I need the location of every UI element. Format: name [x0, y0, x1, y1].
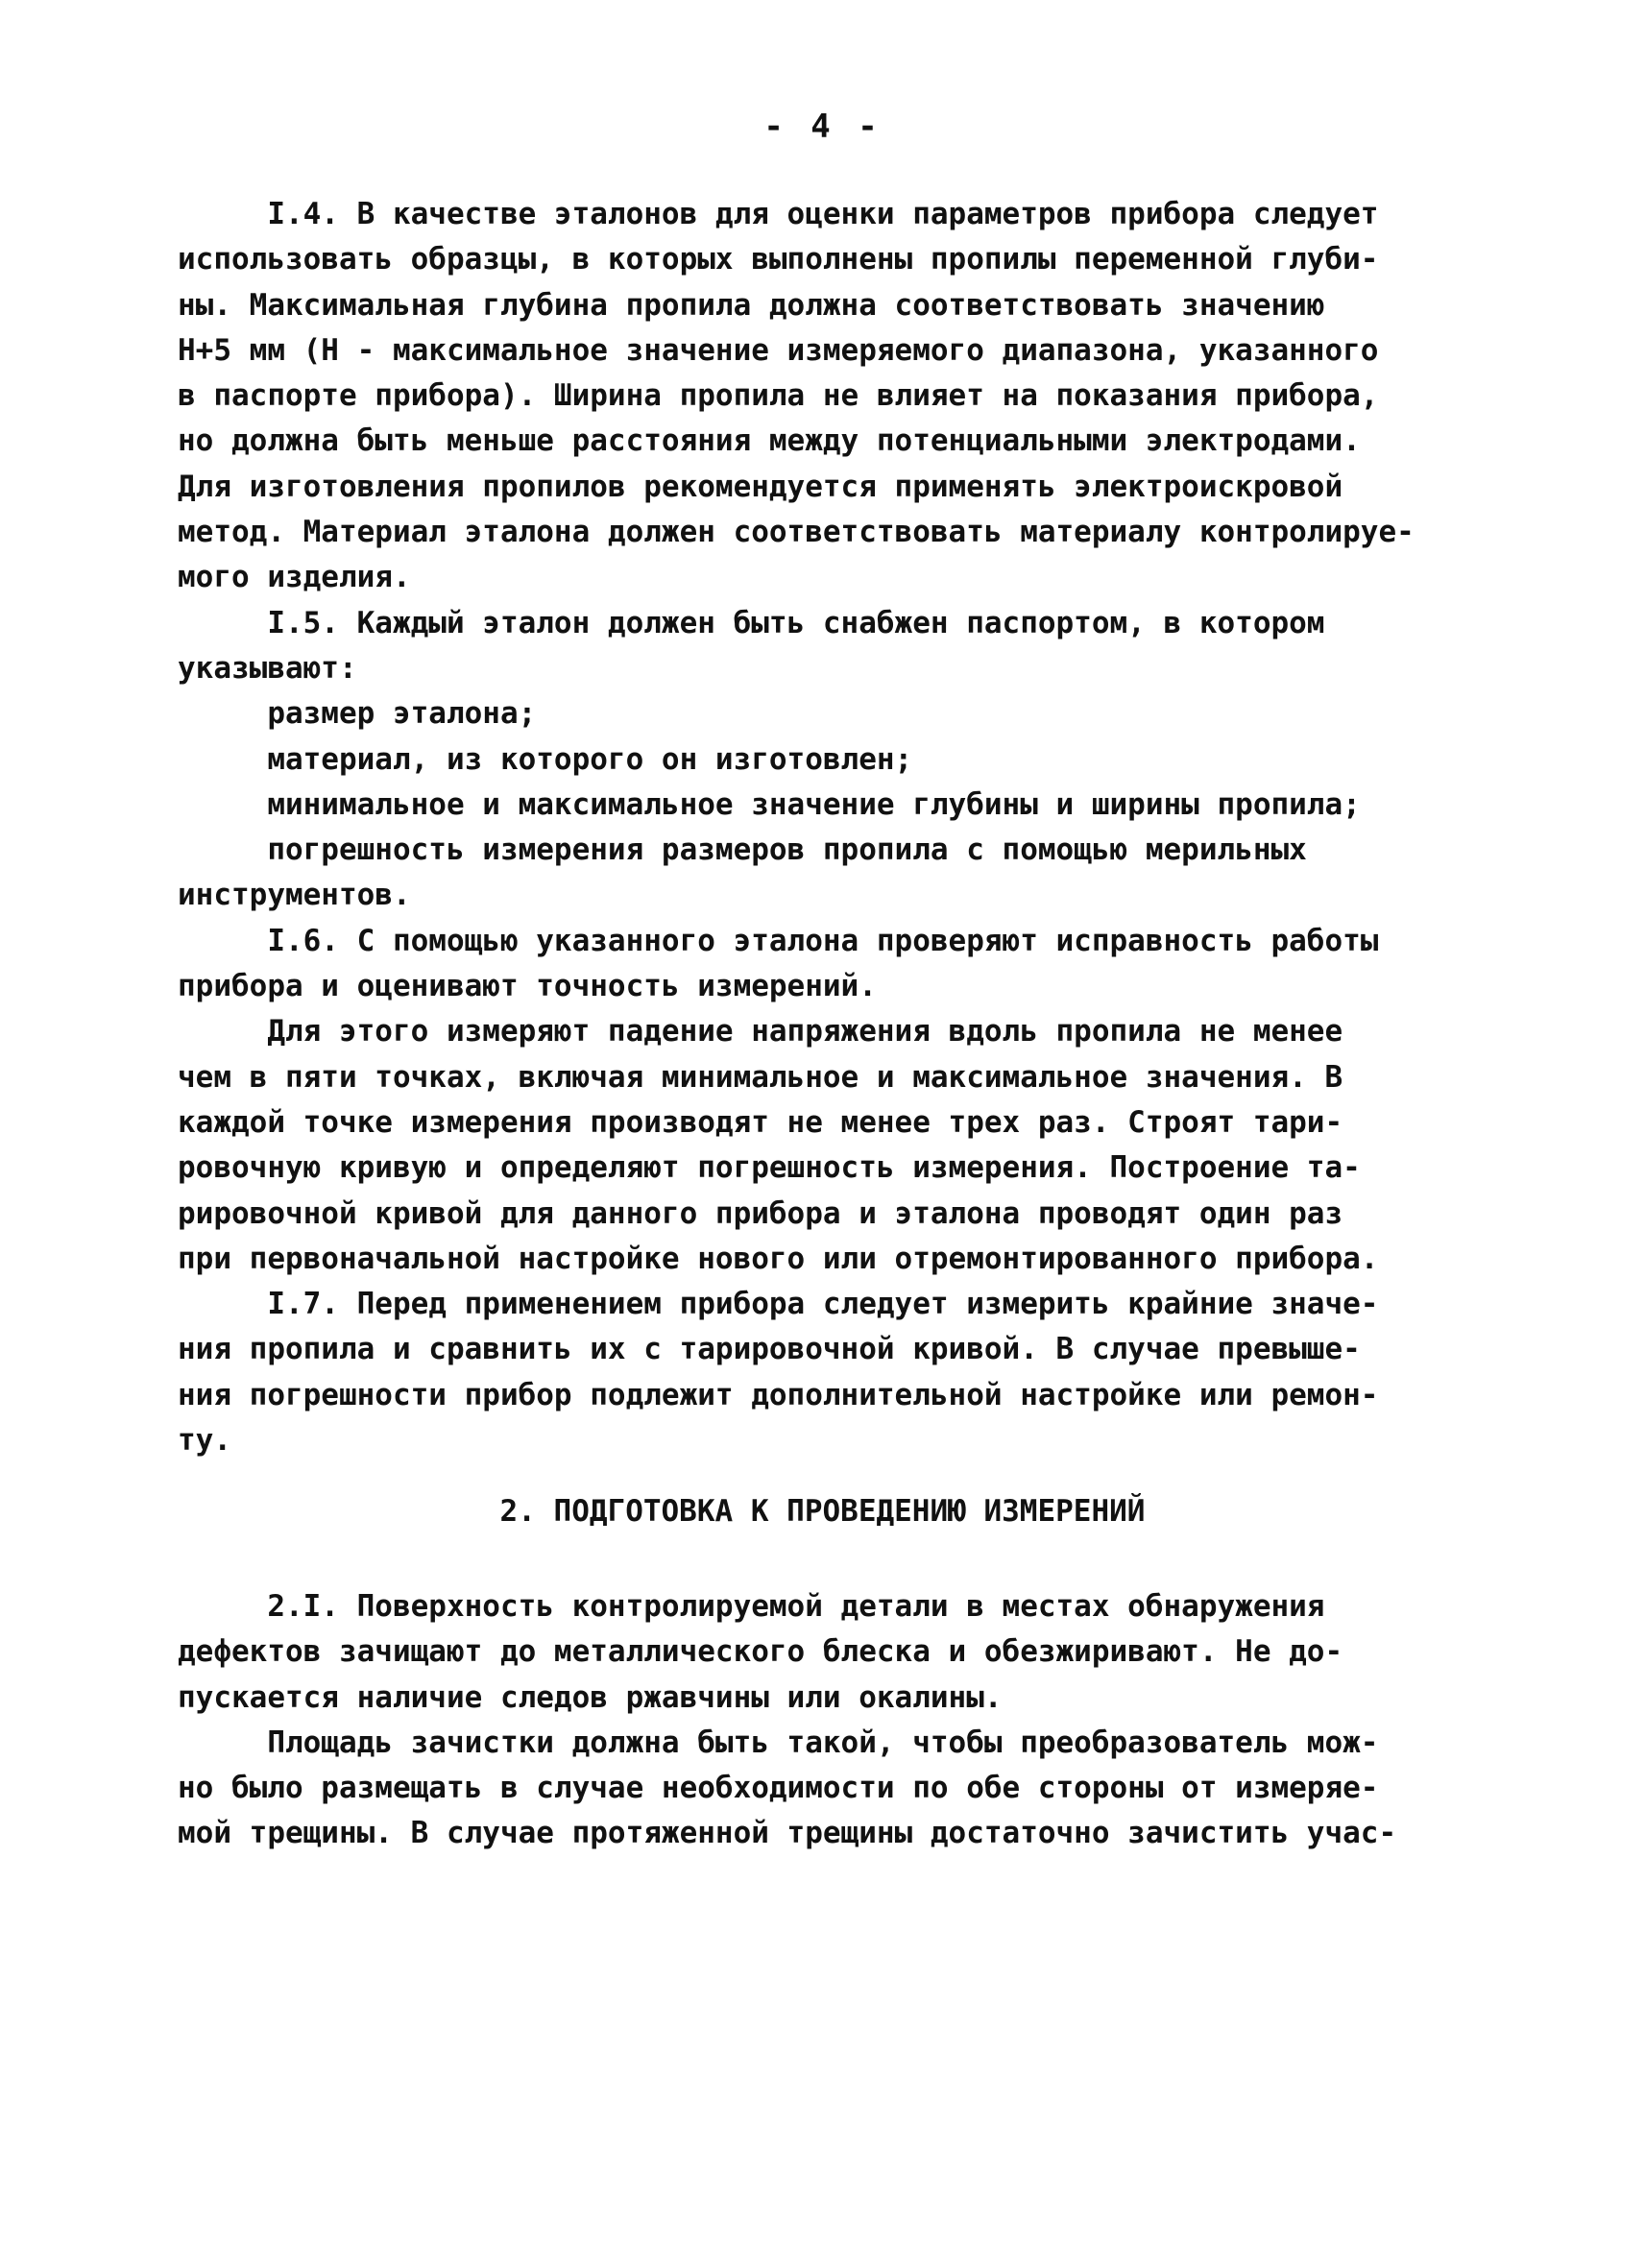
- text-line: рировочной кривой для данного прибора и эталона проводят один раз: [178, 1195, 1343, 1231]
- text-line: погрешность измерения размеров пропила с помощью мерильных: [178, 832, 1307, 868]
- text-line: мой трещины. В случае протяженной трещины достаточно зачистить учас-: [178, 1816, 1397, 1851]
- text-line: ния погрешности прибор подлежит дополнительной настройке или ремон-: [178, 1377, 1379, 1412]
- text-line: Для этого измеряют падение напряжения вдоль пропила не менее: [178, 1014, 1343, 1050]
- text-line: в паспорте прибора). Ширина пропила не влияет на показания прибора,: [178, 378, 1379, 414]
- text-line: при первоначальной настройке нового или отремонтированного прибора.: [178, 1241, 1379, 1276]
- text-line: использовать образцы, в которых выполнены пропилы переменной глуби-: [178, 242, 1379, 277]
- text-line: чем в пяти точках, включая минимальное и максимальное значения. В: [178, 1059, 1343, 1095]
- section-2-body: [178, 1584, 1455, 1857]
- text-line: Площадь зачистки должна быть такой, чтобы преобразователь мож-: [178, 1725, 1379, 1760]
- text-line: ровочную кривую и определяют погрешность измерения. Построение та-: [178, 1150, 1361, 1186]
- page-number: - 4 -: [763, 108, 882, 146]
- text-line: указывают:: [178, 650, 357, 686]
- text-line: инструментов.: [178, 878, 411, 913]
- section-1-body: [178, 192, 1455, 1463]
- text-line: каждой точке измерения производят не менее трех раз. Строят тари-: [178, 1104, 1343, 1140]
- text-line: Для изготовления пропилов рекомендуется применять электроискровой: [178, 469, 1343, 504]
- text-line: прибора и оценивают точность измерений.: [178, 969, 877, 1004]
- text-line: но должна быть меньше расстояния между потенциальными электродами.: [178, 423, 1361, 459]
- text-line: ны. Максимальная глубина пропила должна соответствовать значению: [178, 287, 1325, 323]
- section-2-heading: 2. ПОДГОТОВКА К ПРОВЕДЕНИЮ ИЗМЕРЕНИЙ: [499, 1494, 1146, 1529]
- text-line: минимальное и максимальное значение глубины и ширины пропила;: [178, 786, 1361, 822]
- text-line: ния пропила и сравнить их с тарировочной кривой. В случае превыше-: [178, 1332, 1361, 1367]
- text-line: I.4. В качестве эталонов для оценки параметров прибора следует: [178, 197, 1379, 231]
- text-line: метод. Материал эталона должен соответствовать материалу контролируе-: [178, 515, 1415, 550]
- text-line: пускается наличие следов ржавчины или окалины.: [178, 1679, 1003, 1715]
- text-line: Н+5 мм (Н - максимальное значение измеряемого диапазона, указанного: [178, 332, 1379, 368]
- text-line: мого изделия.: [178, 560, 411, 595]
- text-line: дефектов зачищают до металлического блеска и обезжиривают. Не до-: [178, 1634, 1343, 1670]
- text-line: материал, из которого он изготовлен;: [178, 741, 913, 777]
- text-line: но было размещать в случае необходимости по обе стороны от измеряе-: [178, 1771, 1379, 1806]
- text-line: I.6. С помощью указанного эталона проверяют исправность работы: [178, 923, 1379, 958]
- text-line: ту.: [178, 1423, 231, 1459]
- text-line: размер эталона;: [178, 696, 537, 732]
- text-line: 2.I. Поверхность контролируемой детали в местах обнаружения: [178, 1589, 1325, 1624]
- text-line: I.5. Каждый эталон должен быть снабжен паспортом, в котором: [178, 605, 1325, 640]
- text-line: I.7. Перед применением прибора следует измерить крайние значе-: [178, 1287, 1379, 1322]
